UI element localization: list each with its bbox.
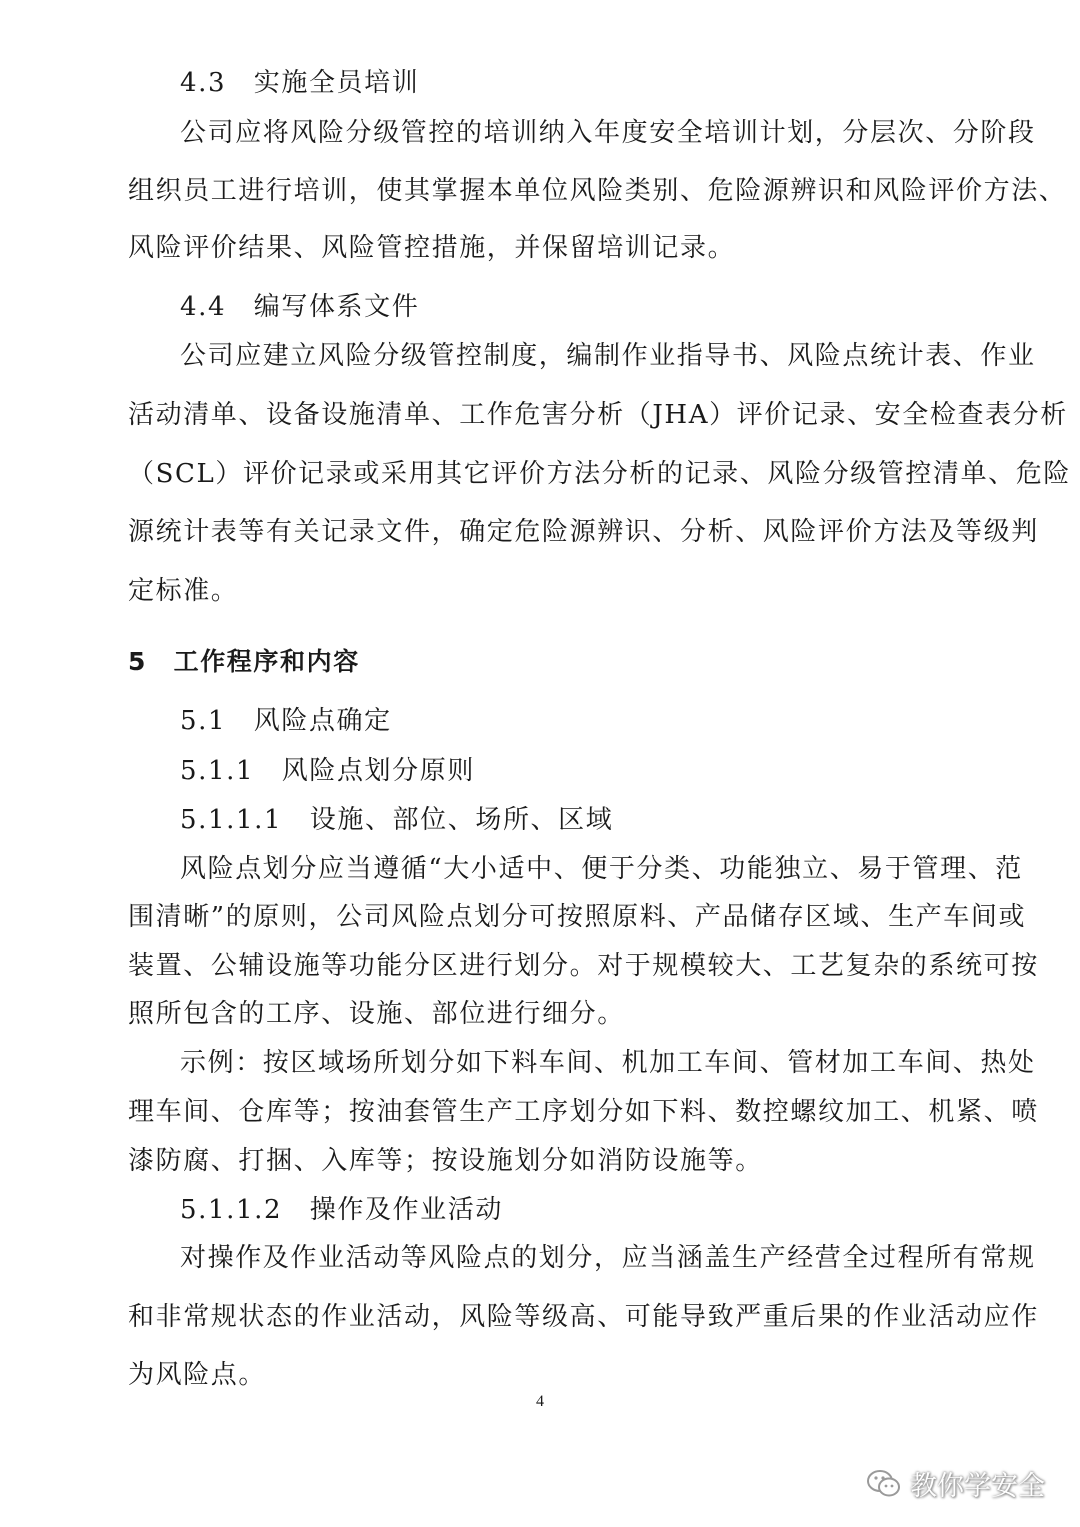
paragraph-line: （SCL）评价记录或采用其它评价方法分析的记录、风险分级管控清单、危险	[128, 459, 1071, 489]
paragraph-line: 活动清单、设备设施清单、工作危害分析（JHA）评价记录、安全检查表分析	[128, 400, 1068, 430]
section-5-1-1-2-heading: 5.1.1.2 操作及作业活动	[180, 1195, 503, 1225]
watermark-text: 教你学安全	[910, 1471, 1045, 1502]
paragraph-line: 风险点划分应当遵循“大小适中、便于分类、功能独立、易于管理、范	[180, 854, 1023, 884]
paragraph-line: 源统计表等有关记录文件，确定危险源辨识、分析、风险评价方法及等级判	[128, 517, 1039, 547]
paragraph-line: 照所包含的工序、设施、部位进行细分。	[128, 999, 625, 1029]
section-5-heading: 5 工作程序和内容	[128, 647, 360, 676]
wechat-icon	[866, 1468, 902, 1500]
paragraph-line: 定标准。	[128, 576, 239, 606]
paragraph-line: 围清晰”的原则，公司风险点划分可按照原料、产品储存区域、生产车间或	[128, 902, 1027, 932]
paragraph-line: 公司应将风险分级管控的培训纳入年度安全培训计划，分层次、分阶段	[180, 118, 1036, 148]
paragraph-line: 为风险点。	[128, 1360, 267, 1390]
paragraph-line: 公司应建立风险分级管控制度，编制作业指导书、风险点统计表、作业	[180, 341, 1036, 371]
paragraph-line: 对操作及作业活动等风险点的划分，应当涵盖生产经营全过程所有常规	[180, 1243, 1036, 1273]
section-5-1-1-heading: 5.1.1 风险点划分原则	[180, 756, 475, 786]
paragraph-line: 风险评价结果、风险管控措施，并保留培训记录。	[128, 233, 736, 263]
paragraph-line: 组织员工进行培训，使其掌握本单位风险类别、危险源辨识和风险评价方法、	[128, 176, 1067, 206]
section-4-4-heading: 4.4 编写体系文件	[180, 292, 420, 322]
paragraph-line: 装置、公辅设施等功能分区进行划分。对于规模较大、工艺复杂的系统可按	[128, 951, 1039, 981]
page-number: 4	[536, 1393, 544, 1410]
paragraph-line: 示例：按区域场所划分如下料车间、机加工车间、管材加工车间、热处	[180, 1048, 1036, 1078]
paragraph-line: 理车间、仓库等；按油套管生产工序划分如下料、数控螺纹加工、机紧、喷	[128, 1097, 1039, 1127]
paragraph-line: 漆防腐、打捆、入库等；按设施划分如消防设施等。	[128, 1146, 763, 1176]
watermark	[866, 1464, 1045, 1503]
section-4-3-heading: 4.3 实施全员培训	[180, 68, 420, 98]
section-5-1-1-1-heading: 5.1.1.1 设施、部位、场所、区域	[180, 805, 614, 835]
paragraph-line: 和非常规状态的作业活动，风险等级高、可能导致严重后果的作业活动应作	[128, 1302, 1039, 1332]
section-5-1-heading: 5.1 风险点确定	[180, 706, 392, 736]
